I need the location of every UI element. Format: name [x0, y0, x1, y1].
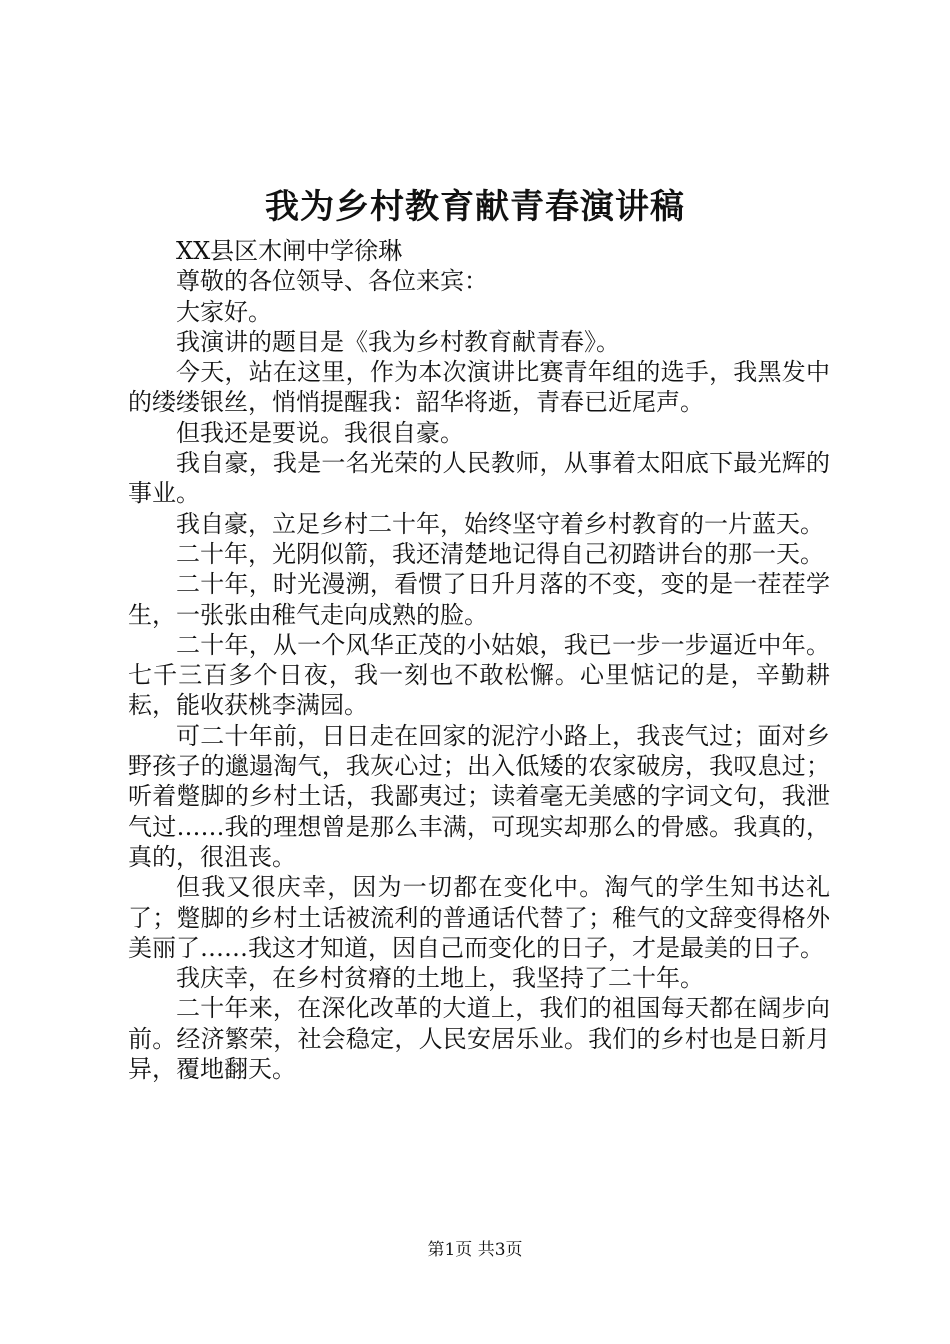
paragraph: 今天，站在这里，作为本次演讲比赛青年组的选手，我黑发中的缕缕银丝，悄悄提醒我：韶华将逝，青春已近尾声。	[128, 358, 830, 417]
paragraph: 二十年，时光漫溯，看惯了日升月落的不变，变的是一茬茬学生，一张张由稚气走向成熟的脸。	[128, 570, 830, 629]
paragraph: 我演讲的题目是《我为乡村教育献青春》。	[176, 327, 620, 356]
greeting: 大家好。	[176, 297, 272, 326]
paragraph: 我庆幸，在乡村贫瘠的土地上，我坚持了二十年。	[176, 964, 704, 993]
paragraph: 二十年来，在深化改革的大道上，我们的祖国每天都在阔步向前。经济繁荣，社会稳定，人民安居乐业。我们的乡村也是日新月异，覆地翻天。	[128, 994, 830, 1084]
paragraph: 但我还是要说。我很自豪。	[176, 418, 464, 447]
salutation: 尊敬的各位领导、各位来宾：	[176, 267, 488, 296]
paragraph: 我自豪，立足乡村二十年，始终坚守着乡村教育的一片蓝天。	[176, 509, 824, 538]
paragraph: 但我又很庆幸，因为一切都在变化中。淘气的学生知书达礼了；蹩脚的乡村土话被流利的普通话代替了；稚气的文辞变得格外美丽了……我这才知道，因自己而变化的日子，才是最美的日子。	[128, 873, 830, 962]
document-body	[128, 236, 830, 1084]
page-footer: 第1页 共3页	[427, 1240, 523, 1260]
paragraph: 二十年，光阴似箭，我还清楚地记得自己初踏讲台的那一天。	[176, 539, 824, 568]
paragraph: 可二十年前，日日走在回家的泥泞小路上，我丧气过；面对乡野孩子的邋遢淘气，我灰心过；出入低矮的农家破房，我叹息过；听着蹩脚的乡村土话，我鄙夷过；读着毫无美感的字词文句，我泄气过……我的理想曾是那么丰满，可现实却那么的骨感。我真的，真的，很沮丧。	[128, 721, 830, 871]
author-line: XX县区木闸中学徐琳	[176, 237, 403, 265]
paragraph: 我自豪，我是一名光荣的人民教师，从事着太阳底下最光辉的事业。	[128, 449, 830, 508]
paragraph: 二十年，从一个风华正茂的小姑娘，我已一步一步逼近中年。七千三百多个日夜，我一刻也不敢松懈。心里惦记的是，辛勤耕耘，能收获桃李满园。	[128, 630, 830, 720]
document-title: 我为乡村教育献青春演讲稿	[265, 187, 685, 227]
